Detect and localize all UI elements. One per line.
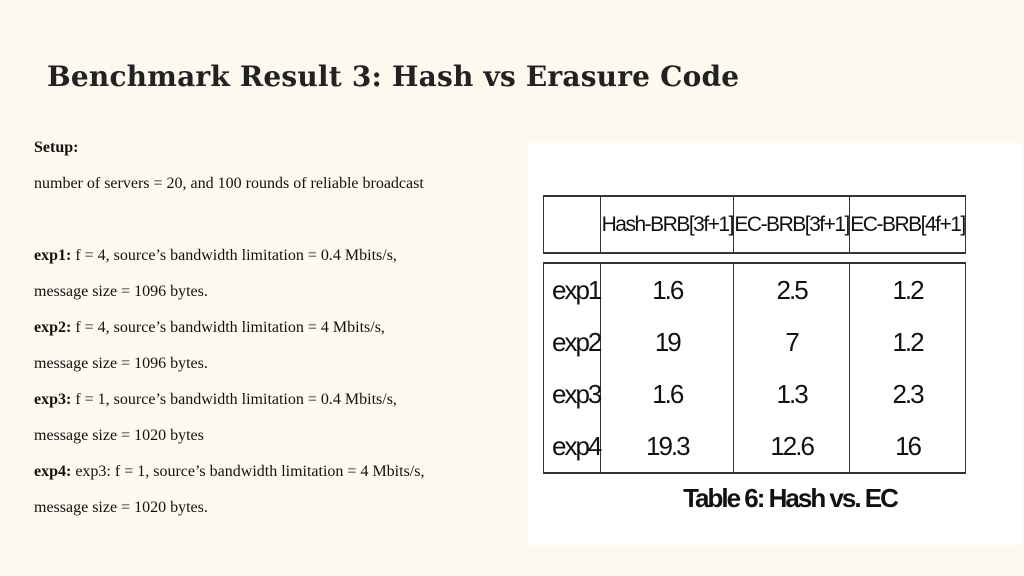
table-cell: 19 xyxy=(601,316,734,368)
table-cell: 7 xyxy=(734,316,850,368)
table-image-panel xyxy=(528,143,1022,545)
table-cell: 2.3 xyxy=(850,368,966,420)
table-cell: 19.3 xyxy=(601,420,734,473)
table-row xyxy=(544,263,966,316)
exp4-message-word: message xyxy=(34,499,89,516)
table-cell: 1.2 xyxy=(850,316,966,368)
header-ec-brb-3f1: EC-BRB[3f+1] xyxy=(734,196,850,253)
header-empty-cell xyxy=(544,196,601,253)
exp4-params: exp3: f = 1, source’s bandwidth limitation = 4 Mbits/s, xyxy=(71,463,425,480)
exp3-line2: message size = 1020 bytes xyxy=(34,427,204,444)
table-row xyxy=(544,316,966,368)
header-ec-brb-4f1: EC-BRB[4f+1] xyxy=(850,196,966,253)
table-cell: 1.6 xyxy=(601,368,734,420)
table-caption: Table 6: Hash vs. EC xyxy=(683,483,897,513)
table-row xyxy=(544,368,966,420)
exp1-params: f = 4, source’s bandwidth limitation = 0.4 Mbits/s, xyxy=(71,247,397,264)
row-label: exp3 xyxy=(544,368,601,420)
exp4-label: exp4: xyxy=(34,463,72,480)
exp4-line1 xyxy=(34,463,424,481)
exp2-line1 xyxy=(34,319,385,337)
table-cell: 2.5 xyxy=(734,263,850,316)
exp4-line2 xyxy=(34,499,208,517)
setup-description: number of servers = 20, and 100 rounds of reliable broadcast xyxy=(34,175,424,192)
table-cell: 1.2 xyxy=(850,263,966,316)
slide-title: Benchmark Result 3: Hash vs Erasure Code xyxy=(47,60,740,93)
exp2-params: f = 4, source’s bandwidth limitation = 4 Mbits/s, xyxy=(71,319,385,336)
exp3-params: f = 1, source’s bandwidth limitation = 0.4 Mbits/s, xyxy=(71,391,397,408)
results-table xyxy=(543,195,966,474)
table-cell: 16 xyxy=(850,420,966,473)
row-label: exp4 xyxy=(544,420,601,473)
table-row xyxy=(544,420,966,473)
exp3-line1 xyxy=(34,391,397,409)
exp1-label: exp1: xyxy=(34,247,72,264)
setup-label: Setup: xyxy=(34,139,79,156)
header-hash-brb-3f1: Hash-BRB[3f+1] xyxy=(601,196,734,253)
table-cell: 12.6 xyxy=(734,420,850,473)
table-cell: 1.3 xyxy=(734,368,850,420)
exp2-line2: message size = 1096 bytes. xyxy=(34,355,208,372)
exp4-size: size = 1020 bytes. xyxy=(88,499,208,516)
row-label: exp1 xyxy=(544,263,601,316)
table-header-row xyxy=(544,196,966,253)
table-cell: 1.6 xyxy=(601,263,734,316)
row-label: exp2 xyxy=(544,316,601,368)
exp1-line2: message size = 1096 bytes. xyxy=(34,283,208,300)
exp2-label: exp2: xyxy=(34,319,72,336)
exp1-line1 xyxy=(34,247,397,265)
exp3-label: exp3: xyxy=(34,391,72,408)
